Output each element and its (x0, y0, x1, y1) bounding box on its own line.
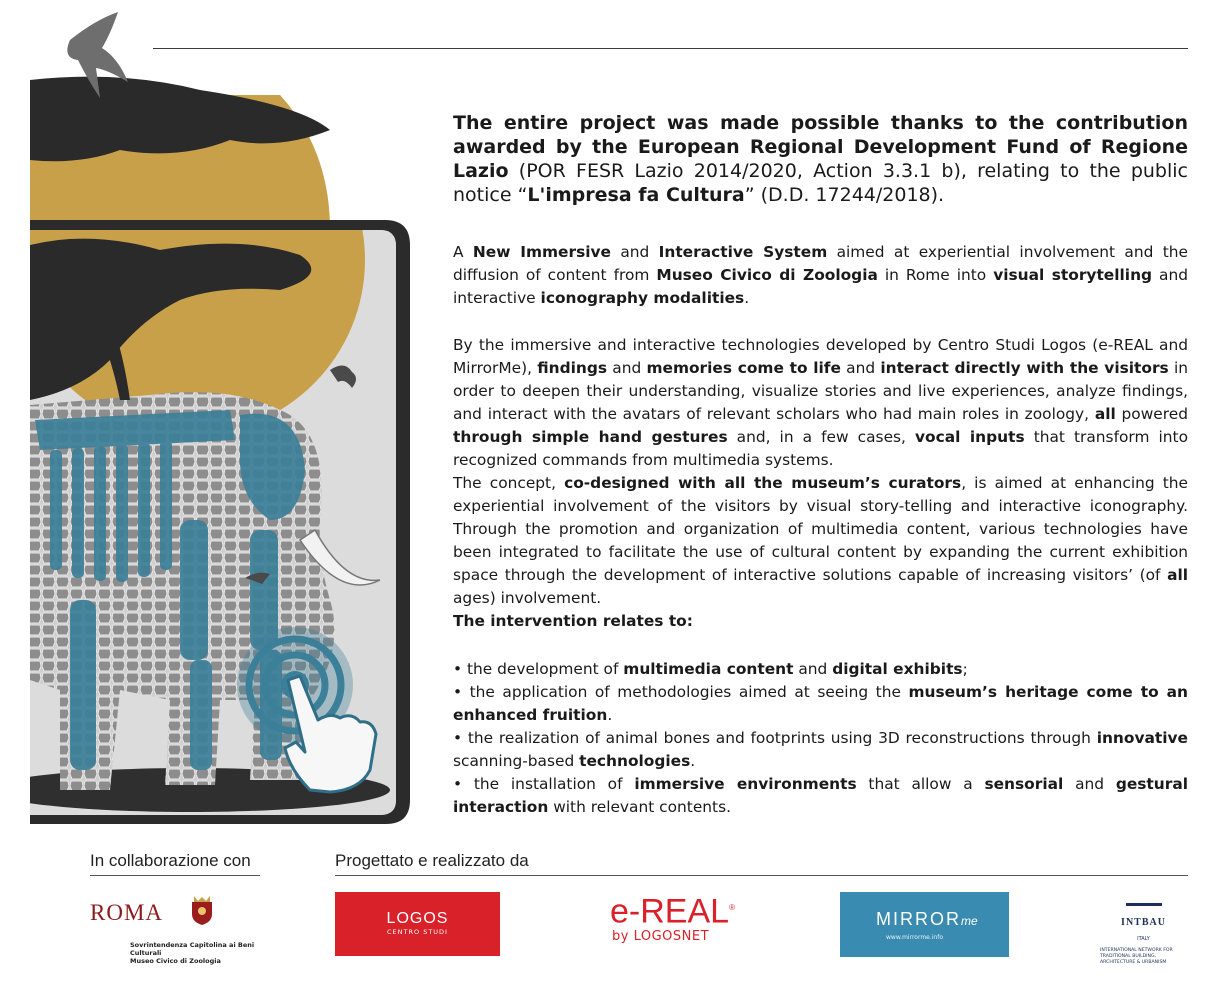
roma-subtitle (130, 941, 260, 965)
bold-run: Interactive System (658, 243, 828, 261)
text-run: with relevant contents. (548, 798, 731, 816)
collaboration-label: In collaborazione con (90, 851, 251, 870)
text-run: and (840, 359, 881, 377)
bold-run: museum’s heritage come to an enhanced fruition (453, 683, 1189, 724)
roma-logo-text: ROMA (90, 900, 164, 925)
designed-by-label: Progettato e realizzato da (335, 851, 529, 870)
bold-run: multimedia content (623, 660, 794, 678)
text-run: and interactive (453, 266, 1188, 307)
text-run: A (453, 243, 473, 261)
bold-run: co-designed with all the museum’s curators (564, 474, 962, 492)
intbau-column-icon (1126, 903, 1162, 913)
text-run: The concept, (453, 474, 565, 492)
list-item (453, 773, 1188, 819)
technologies-paragraph (453, 334, 1188, 633)
bold-run: visual storytelling (993, 266, 1153, 284)
intervention-list (453, 658, 1188, 819)
text-run: and (793, 660, 833, 678)
logos-subtitle: CENTRO STUDI (387, 928, 448, 936)
text-run: powered (1115, 405, 1188, 423)
text-run: in order to deepen their understanding, visualize stories and live experiences, analyze findings, and interact with the avatars of relevant scholars who had main roles in zoology, (453, 359, 1188, 423)
text-run: . (690, 752, 696, 770)
text-run: aimed at experiential involvement and the diffusion of content from (453, 243, 1188, 284)
mirror-me: me (961, 914, 978, 928)
footer-divider-right (335, 875, 1188, 876)
bold-run: innovative (1096, 729, 1188, 747)
text-run: • the application of methodologies aimed at seeing the (453, 683, 909, 701)
text-run: and (607, 359, 647, 377)
text-run: and, in a few cases, (727, 428, 915, 446)
bold-run: memories come to life (646, 359, 841, 377)
text-run: . (744, 289, 750, 307)
mirrorme-logo (840, 892, 1009, 957)
intbau-italy-logo (1096, 898, 1191, 966)
text-run: and (610, 243, 659, 261)
mirror-url: www.mirrorme.info (886, 934, 944, 941)
text-run: By the immersive and interactive technologies developed by Centro Studi Logos (e-REAL and MirrorMe), (453, 336, 1188, 377)
bold-run: iconography modalities (540, 289, 745, 307)
e-real-logo (610, 890, 735, 944)
text-run: • the installation of (453, 775, 635, 793)
text-run: and (1063, 775, 1116, 793)
logos-title: LOGOS (386, 910, 449, 927)
text-run: that transform into recognized commands from multimedia systems. (453, 428, 1188, 469)
text-run: • the development of (453, 660, 624, 678)
text-run: in Rome into (877, 266, 994, 284)
intbau-country: ITALY (1137, 936, 1150, 942)
mirror-title: MIRROR (876, 909, 961, 929)
concept-paragraph (453, 472, 1188, 610)
bold-run: all (1167, 566, 1188, 584)
bold-run: gestural interaction (453, 775, 1188, 816)
e-real-title: e-REAL (610, 892, 730, 931)
bold-run: vocal inputs (915, 428, 1025, 446)
text-run: ages) involvement. (453, 589, 602, 607)
bold-run: findings (537, 359, 608, 377)
text-run: , is aimed at enhancing the experiential involvement of the visitors by visual story-telling and interactive iconography. Through the promotion and organization of multimedia content, various technologies have been integrated to facilitate the use of cultural content by expanding the current exhibition space through the development of interactive solutions capable of increasing visitors’ (of (453, 474, 1188, 584)
registered-mark: ® (729, 903, 735, 912)
text-run: scanning-based (453, 752, 580, 770)
list-item (453, 658, 1188, 681)
footer-divider-left (90, 875, 260, 876)
text-run: • the realization of animal bones and footprints using 3D reconstructions through (453, 729, 1097, 747)
system-paragraph (453, 241, 1188, 310)
list-item (453, 727, 1188, 773)
text-run: ; (962, 660, 968, 678)
intervention-heading: The intervention relates to: (453, 612, 693, 630)
e-real-subtitle: by LOGOSNET (612, 929, 710, 945)
intro-bold-2: L'impresa fa Cultura (527, 184, 745, 206)
intbau-tagline: INTERNATIONAL NETWORK FOR TRADITIONAL BUILDING, ARCHITECTURE & URBANISM (1100, 948, 1173, 965)
intbau-title: INTBAU (1121, 917, 1166, 928)
logos-centro-studi-logo (335, 892, 500, 956)
bold-run: all (1094, 405, 1116, 423)
list-item (453, 681, 1188, 727)
bold-run: through simple hand gestures (453, 428, 728, 446)
intro-text-2: ” (D.D. 17244/2018). (744, 184, 945, 206)
roma-subtitle-line: Museo Civico di Zoologia (130, 957, 221, 965)
text-run: that allow a (856, 775, 985, 793)
roma-subtitle-line: Sovrintendenza Capitolina ai Beni Culturali (130, 941, 255, 957)
text-run: . (607, 706, 613, 724)
bold-run: immersive environments (634, 775, 857, 793)
intro-text-1: (POR FESR Lazio 2014/2020, Action 3.3.1 b), relating to the public notice “ (453, 160, 1188, 206)
museum-illustration (0, 0, 430, 830)
bold-run: digital exhibits (832, 660, 963, 678)
intro-paragraph (453, 111, 1188, 207)
bold-run: technologies (579, 752, 691, 770)
bold-run: interact directly with the visitors (880, 359, 1169, 377)
roma-crest-icon (190, 896, 214, 926)
bold-run: Museo Civico di Zoologia (656, 266, 878, 284)
bold-run: New Immersive (472, 243, 611, 261)
intro-bold-1: The entire project was made possible thanks to the contribution awarded by the European Regional Development Fund of Regione Lazio (453, 112, 1188, 182)
bold-run: sensorial (984, 775, 1064, 793)
